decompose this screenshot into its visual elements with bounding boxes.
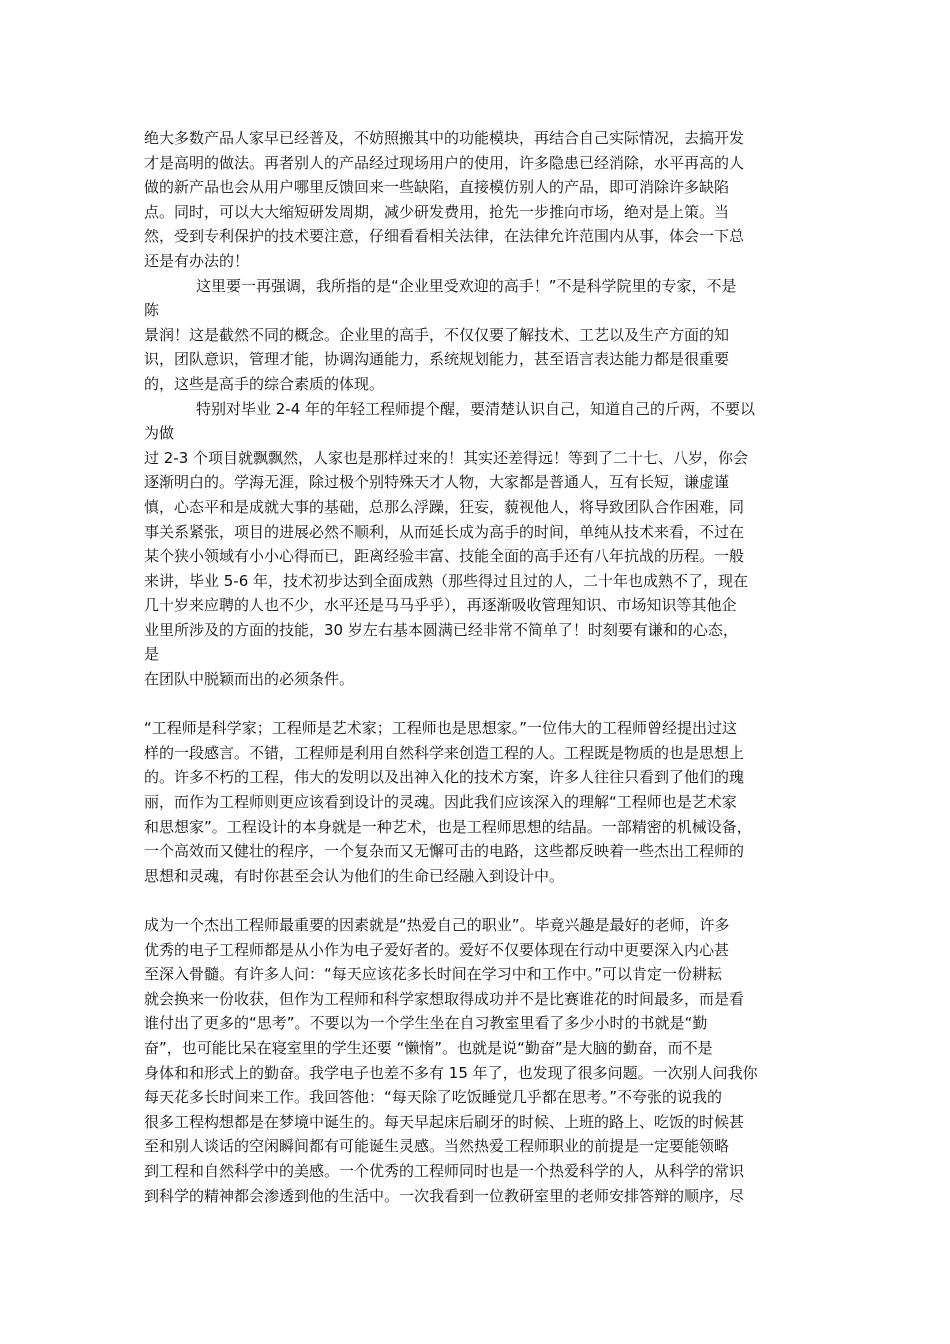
text-line: 丽，而作为工程师则更应该看到设计的灵魂。因此我们应该深入的理解“工程师也是艺术家 — [144, 793, 737, 812]
text-line: 景润！这是截然不同的概念。企业里的高手，不仅仅要了解技术、工艺以及生产方面的知 — [144, 325, 730, 344]
paragraph-young-engineer — [144, 397, 810, 692]
text-line: 在团队中脱颖而出的必须条件。 — [144, 670, 355, 689]
paragraph-spacer — [144, 692, 810, 717]
text-line: 思想和灵魂，有时你甚至会认为他们的生命已经融入到设计中。 — [144, 866, 565, 885]
text-line: 来讲，毕业 5-6 年，技术初步达到全面成熟（那些得过且过的人，二十年也成熟不了，现在 — [144, 571, 749, 590]
text-line: 和思想家”。工程设计的本身就是一种艺术，也是工程师思想的结晶。一部精密的机械设备， — [144, 817, 752, 836]
paragraph-enterprise-expert — [144, 274, 810, 397]
text-line: 点。同时，可以大大缩短研发周期，减少研发费用，抢先一步推向市场，绝对是上策。当 — [144, 202, 730, 221]
text-line: 业里所涉及的方面的技能，30 岁左右基本圆满已经非常不简单了！时刻要有谦和的心态， — [144, 620, 738, 639]
text-line: 优秀的电子工程师都是从小作为电子爱好者的。爱好不仅要体现在行动中更要深入内心甚 — [144, 940, 730, 959]
text-line: 某个狭小领域有小小心得而已，距离经验丰富、技能全面的高手还有八年抗战的历程。一般 — [144, 547, 745, 566]
text-line: 事关系紧张，项目的进展必然不顺利，从而延长成为高手的时间，单纯从技术来看，不过在 — [144, 522, 745, 541]
paragraph-spacer — [144, 888, 810, 913]
paragraph-love-profession — [144, 913, 810, 1208]
text-line: 身体和和形式上的勤奋。我学电子也差不多有 15 年了，也发现了很多问题。一次别人问我你 — [144, 1063, 758, 1082]
text-line: 过 2-3 个项目就飘飘然，人家也是那样过来的！其实还差得远！等到了二十七、八岁，你会 — [144, 448, 749, 467]
text-line: 然，受到专利保护的技术要注意，仔细看看相关法律，在法律允许范围内从事，体会一下总 — [144, 227, 745, 246]
paragraph-engineer-thinker — [144, 716, 810, 888]
text-line: 奋”，也可能比呆在寝室里的学生还要 “懒惰”。也就是说“勤奋”是大脑的勤奋，而不是 — [144, 1038, 713, 1057]
text-line: 才是高明的做法。再者别人的产品经过现场用户的使用，许多隐患已经消除，水平再高的人 — [144, 153, 745, 172]
text-line: 谁付出了更多的“思考”。不要以为一个学生坐在自习教室里看了多少小时的书就是“勤 — [144, 1014, 708, 1033]
text-line: 还是有办法的！ — [144, 251, 250, 270]
text-line: 每天花多长时间来工作。我回答他：“每天除了吃饭睡觉几乎都在思考。”不夸张的说我的 — [144, 1088, 723, 1107]
text-line: 样的一段感言。不错，工程师是利用自然科学来创造工程的人。工程既是物质的也是思想上 — [144, 743, 745, 762]
text-line: “工程师是科学家；工程师是艺术家；工程师也是思想家。”一位伟大的工程师曾经提出过这 — [144, 719, 738, 738]
text-line: 为做 — [144, 424, 175, 443]
text-line: 的。许多不朽的工程，伟大的发明以及出神入化的技术方案，许多人往往只看到了他们的瑰 — [144, 768, 745, 787]
text-line: 到科学的精神都会渗透到他的生活中。一次我看到一位教研室里的老师安排答辩的顺序，尽 — [144, 1186, 745, 1205]
text-line: 是 — [144, 645, 160, 664]
text-line: 做的新产品也会从用户哪里反馈回来一些缺陷，直接模仿别人的产品，即可消除许多缺陷 — [144, 178, 730, 197]
text-line: 很多工程构想都是在梦境中诞生的。每天早起床后刷牙的时候、上班的路上、吃饭的时候甚 — [144, 1112, 745, 1131]
text-line: 陈 — [144, 301, 160, 320]
text-line: 几十岁来应聘的人也不少，水平还是马马乎乎），再逐渐吸收管理知识、市场知识等其他企 — [144, 596, 737, 615]
text-line: 到工程和自然科学中的美感。一个优秀的工程师同时也是一个热爱科学的人，从科学的常识 — [144, 1161, 745, 1180]
text-line: 至深入骨髓。有许多人问：“每天应该花多长时间在学习中和工作中。”可以肯定一份耕耘 — [144, 965, 723, 984]
text-line: 慎，心态平和是成就大事的基础，总那么浮躁，狂妄，藐视他人，将导致团队合作困难，同 — [144, 497, 745, 516]
text-line: 逐渐明白的。学海无涯，除过极个别特殊天才人物，大家都是普通人，互有长短，谦虚谨 — [144, 473, 730, 492]
text-line: 成为一个杰出工程师最重要的因素就是“热爱自己的职业”。毕竟兴趣是最好的老师，许多 — [144, 916, 730, 934]
text-line: 至和别人谈话的空闲瞬间都有可能诞生灵感。当然热爱工程师职业的前提是一定要能领略 — [144, 1137, 730, 1156]
text-line: 就会换来一份收获，但作为工程师和科学家想取得成功并不是比赛谁花的时间最多，而是看 — [144, 989, 745, 1008]
text-line: 一个高效而又健壮的程序，一个复杂而又无懈可击的电路，这些都反映着一些杰出工程师的 — [144, 842, 745, 861]
text-line: 识，团队意识，管理才能，协调沟通能力，系统规划能力，甚至语言表达能力都是很重要 — [144, 350, 730, 369]
document-body — [144, 126, 810, 1208]
text-line: 这里要一再强调，我所指的是“企业里受欢迎的高手！”不是科学院里的专家，不是 — [196, 276, 737, 295]
text-line: 特别对毕业 2-4 年的年轻工程师提个醒，要清楚认识自己，知道自己的斤两，不要以 — [196, 399, 756, 418]
text-line: 的，这些是高手的综合素质的体现。 — [144, 374, 385, 393]
text-line: 绝大多数产品人家早已经普及，不妨照搬其中的功能模块，再结合自己实际情况，去搞开发 — [144, 129, 745, 147]
paragraph-product-imitation — [144, 126, 810, 274]
